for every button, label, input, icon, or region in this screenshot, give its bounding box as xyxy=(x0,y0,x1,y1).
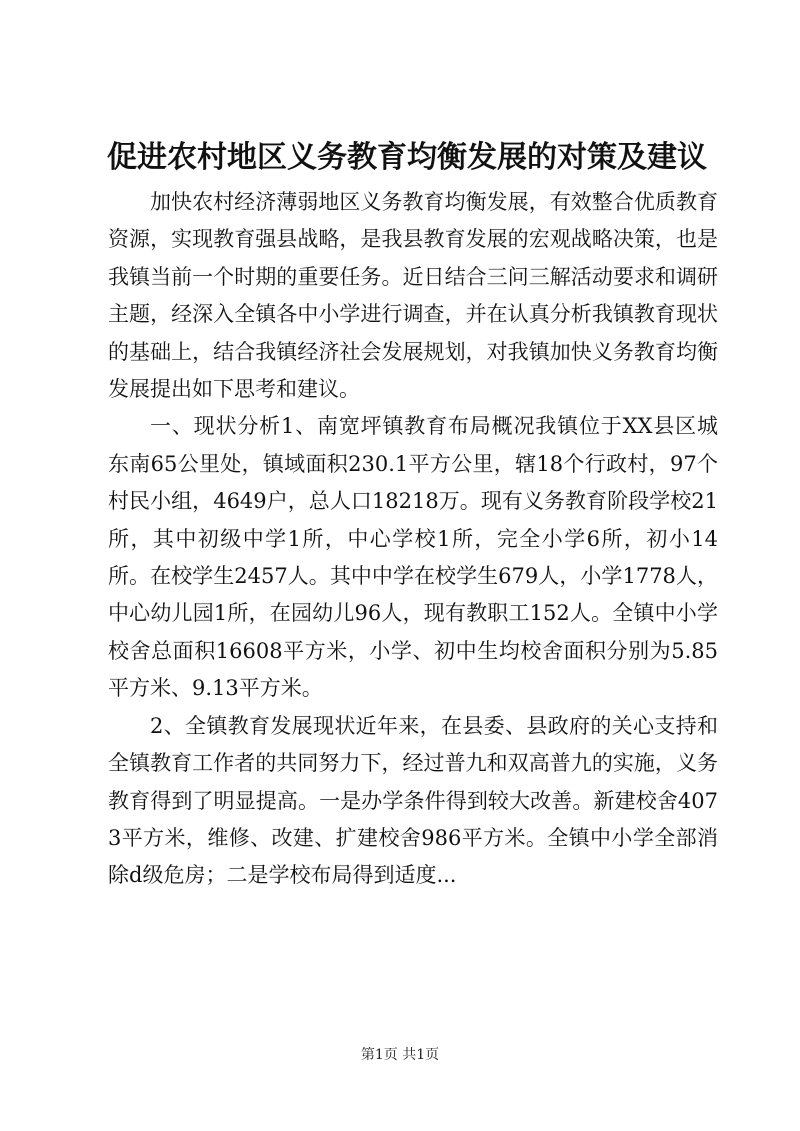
paragraph-intro: 加快农村经济薄弱地区义务教育均衡发展，有效整合优质教育资源，实现教育强县战略，是我县教育发展的宏观战略决策，也是我镇当前一个时期的重要任务。近日结合三问三解活动要求和调研主题，经深入全镇各中小学进行调查，并在认真分析我镇教育现状的基础上，结合我镇经济社会发展规划，对我镇加快义务教育均衡发展提出如下思考和建议。 xyxy=(108,190,718,402)
paragraph-status-analysis: 一、现状分析1、南宽坪镇教育布局概况我镇位于XX县区城东南65公里处，镇域面积230.1平方公里，辖18个行政村，97个村民小组，4649户，总人口18218万。现有义务教育阶段学校21所，其中初级中学1所，中心学校1所，完全小学6所，初小14所。在校学生2457人。其中中学在校学生679人，小学1778人，中心幼儿园1所，在园幼儿96人，现有教职工152人。全镇中小学校舍总面积16608平方米，小学、初中生均校舍面积分别为5.85平方米、9.13平方米。 xyxy=(108,414,718,701)
page-number-footer: 第1页 共1页 xyxy=(360,1047,440,1063)
document-body xyxy=(108,184,718,895)
document-title: 促进农村地区义务教育均衡发展的对策及建议 xyxy=(107,140,707,175)
paragraph-development-status: 2、全镇教育发展现状近年来，在县委、县政府的关心支持和全镇教育工作者的共同努力下，经过普九和双高普九的实施，义务教育得到了明显提高。一是办学条件得到较大改善。新建校舍4073平方米，维修、改建、扩建校舍986平方米。全镇中小学全部消除d级危房；二是学校布局得到适度... xyxy=(108,713,718,888)
